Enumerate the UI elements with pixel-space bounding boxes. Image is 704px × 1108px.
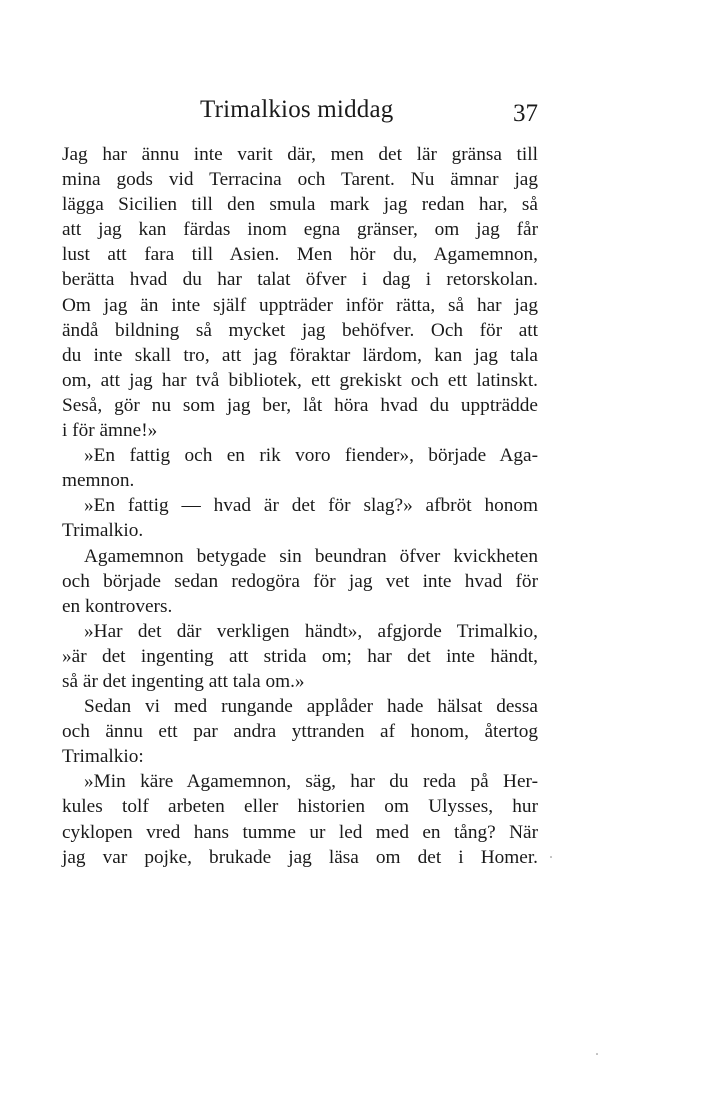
text-line: och började sedan redogöra för jag vet inte hvad för	[62, 570, 538, 592]
text-line: lägga Sicilien till den smula mark jag redan har, så	[62, 194, 538, 216]
text-line: ändå bildning så mycket jag behöfver. Och för att	[62, 319, 538, 341]
text-line: »Min käre Agamemnon, säg, har du reda på Her-	[84, 771, 538, 793]
text-line: Jag har ännu inte varit där, men det lär gränsa till	[62, 144, 538, 165]
text-line: Trimalkio:	[62, 746, 144, 768]
text-line: Agamemnon betygade sin beundran öfver kvickheten	[84, 545, 538, 567]
text-line: mina gods vid Terracina och Tarent. Nu ämnar jag	[62, 169, 538, 191]
text-line: så är det ingenting att tala om.»	[62, 670, 305, 692]
text-line: i för ämne!»	[62, 420, 158, 442]
page-speck	[596, 1053, 598, 1055]
text-line: lust att fara till Asien. Men hör du, Agamemnon,	[62, 244, 538, 266]
text-line: berätta hvad du har talat öfver i dag i retorskolan.	[62, 269, 538, 291]
text-line: »är det ingenting att strida om; har det inte händt,	[62, 645, 538, 667]
text-line: kules tolf arbeten eller historien om Ulysses, hur	[62, 796, 538, 818]
body-text	[62, 142, 538, 870]
text-line: »Har det där verkligen händt», afgjorde Trimalkio,	[84, 620, 538, 642]
text-line: Sedan vi med rungande applåder hade hälsat dessa	[84, 696, 538, 718]
text-line: du inte skall tro, att jag föraktar lärdom, kan jag tala	[62, 344, 538, 366]
text-line: memnon.	[62, 470, 135, 492]
text-line: Om jag än inte själf uppträder inför rätta, så har jag	[62, 294, 538, 316]
text-line: att jag kan färdas inom egna gränser, om jag får	[62, 219, 538, 241]
text-line: och ännu ett par andra yttranden af honom, återtog	[62, 721, 538, 743]
text-line: om, att jag har två bibliotek, ett grekiskt och ett latinskt.	[62, 369, 538, 391]
text-line: Seså, gör nu som jag ber, låt höra hvad du uppträdde	[62, 394, 538, 416]
page-header	[62, 96, 538, 132]
text-line: Trimalkio.	[62, 520, 144, 542]
page-speck	[550, 856, 552, 858]
page-number: 37	[513, 100, 538, 127]
text-line: »En fattig och en rik voro fiender», började Aga-	[84, 445, 538, 467]
running-title: Trimalkios middag	[200, 96, 394, 123]
text-line: jag var pojke, brukade jag läsa om det i Homer.	[62, 846, 538, 868]
text-line: cyklopen vred hans tumme ur led med en tång? När	[62, 821, 538, 843]
text-line: »En fattig — hvad är det för slag?» afbröt honom	[84, 495, 538, 517]
text-line: en kontrovers.	[62, 595, 173, 617]
